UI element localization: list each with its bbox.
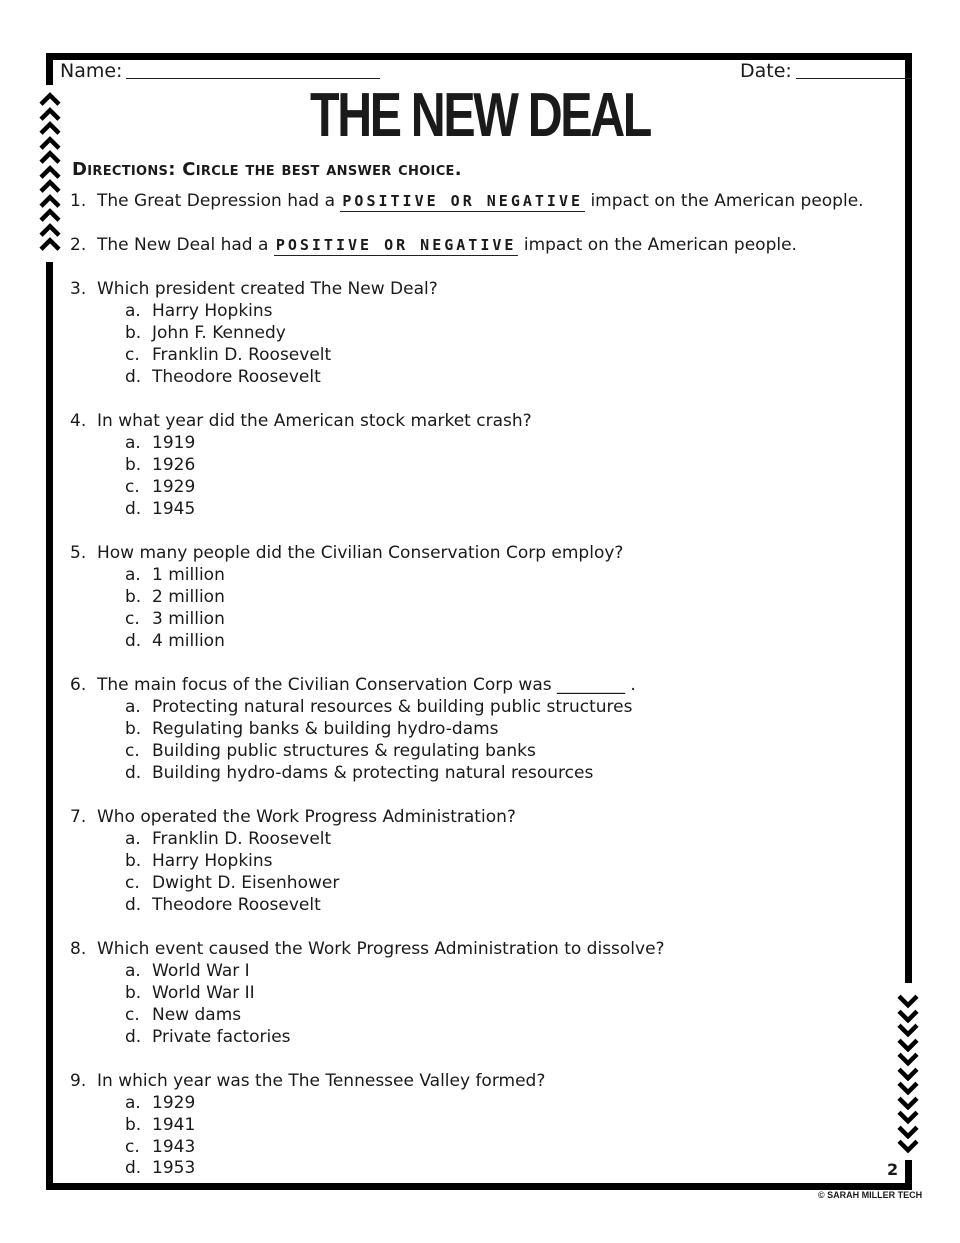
question-number: 8. [70, 939, 87, 959]
option-letter: a. [125, 697, 141, 717]
question-text: In which year was the The Tennessee Valley formed? [97, 1071, 546, 1091]
chevron-up-icon [38, 208, 62, 223]
option-text: Dwight D. Eisenhower [152, 873, 340, 893]
answer-option[interactable] [125, 323, 286, 343]
option-letter: a. [125, 301, 141, 321]
answer-option[interactable] [125, 1027, 291, 1047]
question-text-after: impact on the American people. [523, 235, 797, 255]
answer-option[interactable] [125, 983, 255, 1003]
chevron-down-icon [896, 1139, 920, 1154]
option-letter: a. [125, 829, 141, 849]
answer-option[interactable] [125, 741, 536, 761]
option-letter: a. [125, 1093, 141, 1113]
name-blank-line[interactable] [126, 62, 380, 79]
chevron-down-icon [896, 1023, 920, 1038]
option-letter: c. [125, 477, 140, 497]
question-5 [70, 543, 623, 563]
answer-option[interactable] [125, 345, 331, 365]
answer-option[interactable] [125, 1093, 195, 1113]
option-letter: c. [125, 1137, 140, 1157]
option-text: Protecting natural resources & building public structures [152, 697, 633, 717]
option-text: Regulating banks & building hydro-dams [152, 719, 499, 739]
answer-option[interactable] [125, 829, 331, 849]
chevron-down-icon [896, 1009, 920, 1024]
question-text-before: The New Deal had a [97, 235, 269, 255]
frame-left-border-lower [46, 262, 53, 1190]
answer-option[interactable] [125, 499, 195, 519]
question-number: 2. [70, 235, 87, 255]
answer-option[interactable] [125, 763, 593, 783]
option-text: 2 million [152, 587, 225, 607]
option-letter: b. [125, 851, 142, 871]
option-text: 1 million [152, 565, 225, 585]
option-letter: b. [125, 983, 142, 1003]
answer-option[interactable] [125, 697, 632, 717]
question-number: 3. [70, 279, 87, 299]
chevron-down-icon [896, 1052, 920, 1067]
chevron-up-icon [38, 237, 62, 252]
answer-option[interactable] [125, 1115, 195, 1135]
question-4 [70, 411, 532, 431]
frame-left-border [46, 53, 53, 85]
name-label: Name: [60, 60, 123, 82]
option-letter: d. [125, 895, 142, 915]
option-text: Building hydro-dams & protecting natural resources [152, 763, 594, 783]
question-number: 5. [70, 543, 87, 563]
answer-option[interactable] [125, 477, 195, 497]
page-title: THE NEW DEAL [310, 81, 650, 150]
option-letter: c. [125, 345, 140, 365]
option-text: 1941 [152, 1115, 196, 1135]
date-label: Date: [740, 60, 792, 82]
answer-option[interactable] [125, 1137, 195, 1157]
question-9 [70, 1071, 545, 1091]
option-letter: d. [125, 367, 142, 387]
question-text: Who operated the Work Progress Administration? [97, 807, 516, 827]
question-number: 6. [70, 675, 87, 695]
chevron-up-icon [38, 223, 62, 238]
question-8 [70, 939, 665, 959]
chevron-up-icon [38, 121, 62, 136]
answer-option[interactable] [125, 367, 321, 387]
option-letter: d. [125, 1027, 142, 1047]
frame-top-border [46, 53, 912, 60]
option-letter: b. [125, 323, 142, 343]
question-3 [70, 279, 438, 299]
question-text: The main focus of the Civilian Conservation Corp was ________ . [97, 675, 636, 695]
option-letter: c. [125, 873, 140, 893]
question-text-after: impact on the American people. [590, 191, 864, 211]
option-text: Franklin D. Roosevelt [152, 345, 332, 365]
directions: Directions: Circle the best answer choice. [72, 159, 462, 180]
question-text: Which event caused the Work Progress Administration to dissolve? [97, 939, 665, 959]
question-1 [70, 191, 864, 211]
answer-option[interactable] [125, 873, 339, 893]
chevron-down-icon [896, 1038, 920, 1053]
date-field[interactable] [740, 60, 911, 82]
question-2 [70, 235, 797, 255]
option-text: New dams [152, 1005, 242, 1025]
chevron-down-icon [896, 994, 920, 1009]
question-6 [70, 675, 636, 695]
question-number: 7. [70, 807, 87, 827]
option-text: Harry Hopkins [152, 301, 273, 321]
option-letter: d. [125, 499, 142, 519]
option-text: 1945 [152, 499, 196, 519]
option-text: World War II [152, 983, 255, 1003]
option-letter: d. [125, 1158, 142, 1178]
option-text: Franklin D. Roosevelt [152, 829, 332, 849]
answer-option[interactable] [125, 565, 225, 585]
positive-negative-choice[interactable]: POSITIVE OR NEGATIVE [275, 236, 517, 254]
chevron-up-decoration [38, 92, 62, 252]
chevron-down-icon [896, 1081, 920, 1096]
chevron-down-icon [896, 1067, 920, 1082]
option-text: 1929 [152, 477, 196, 497]
option-letter: a. [125, 565, 141, 585]
option-letter: c. [125, 1005, 140, 1025]
question-number: 1. [70, 191, 87, 211]
answer-option[interactable] [125, 851, 273, 871]
option-text: 4 million [152, 631, 225, 651]
answer-option[interactable] [125, 631, 225, 651]
option-text: 1919 [152, 433, 196, 453]
option-letter: b. [125, 719, 142, 739]
answer-option[interactable] [125, 301, 273, 321]
answer-option[interactable] [125, 1158, 195, 1178]
option-letter: b. [125, 1115, 142, 1135]
option-letter: b. [125, 455, 142, 475]
option-letter: a. [125, 433, 141, 453]
answer-option[interactable] [125, 895, 321, 915]
chevron-up-icon [38, 92, 62, 107]
chevron-up-icon [38, 194, 62, 209]
chevron-down-icon [896, 1096, 920, 1111]
option-letter: c. [125, 609, 140, 629]
question-text: In what year did the American stock market crash? [97, 411, 532, 431]
question-7 [70, 807, 516, 827]
option-text: Theodore Roosevelt [152, 367, 321, 387]
chevron-up-icon [38, 179, 62, 194]
chevron-up-icon [38, 150, 62, 165]
question-text-before: The Great Depression had a [97, 191, 335, 211]
chevron-down-icon [896, 1110, 920, 1125]
chevron-down-icon [896, 1125, 920, 1140]
option-text: 3 million [152, 609, 225, 629]
option-letter: b. [125, 587, 142, 607]
question-number: 4. [70, 411, 87, 431]
option-text: World War I [152, 961, 250, 981]
answer-option[interactable] [125, 961, 250, 981]
question-number: 9. [70, 1071, 87, 1091]
option-letter: a. [125, 961, 141, 981]
answer-option[interactable] [125, 587, 225, 607]
option-text: 1929 [152, 1093, 196, 1113]
question-text: How many people did the Civilian Conservation Corp employ? [97, 543, 624, 563]
chevron-up-icon [38, 107, 62, 122]
question-text: Which president created The New Deal? [97, 279, 438, 299]
chevron-up-icon [38, 136, 62, 151]
copyright-text: © SARAH MILLER TECH [818, 1190, 923, 1200]
chevron-up-icon [38, 165, 62, 180]
option-text: Theodore Roosevelt [152, 895, 321, 915]
option-text: Private factories [152, 1027, 291, 1047]
option-text: Harry Hopkins [152, 851, 273, 871]
page-number: 2 [887, 1160, 899, 1179]
answer-option[interactable] [125, 609, 225, 629]
positive-negative-choice[interactable]: POSITIVE OR NEGATIVE [342, 192, 584, 210]
answer-option[interactable] [125, 433, 195, 453]
date-blank-line[interactable] [796, 62, 911, 79]
answer-option[interactable] [125, 1005, 241, 1025]
chevron-down-decoration [896, 994, 920, 1154]
option-text: 1953 [152, 1158, 196, 1178]
option-text: Building public structures & regulating banks [152, 741, 536, 761]
answer-option[interactable] [125, 719, 499, 739]
frame-bottom-border [46, 1183, 912, 1190]
option-letter: d. [125, 631, 142, 651]
option-letter: d. [125, 763, 142, 783]
option-text: 1943 [152, 1137, 196, 1157]
answer-option[interactable] [125, 455, 195, 475]
frame-right-border [905, 53, 912, 983]
option-letter: c. [125, 741, 140, 761]
option-text: John F. Kennedy [152, 323, 286, 343]
name-field[interactable] [60, 60, 380, 82]
option-text: 1926 [152, 455, 196, 475]
